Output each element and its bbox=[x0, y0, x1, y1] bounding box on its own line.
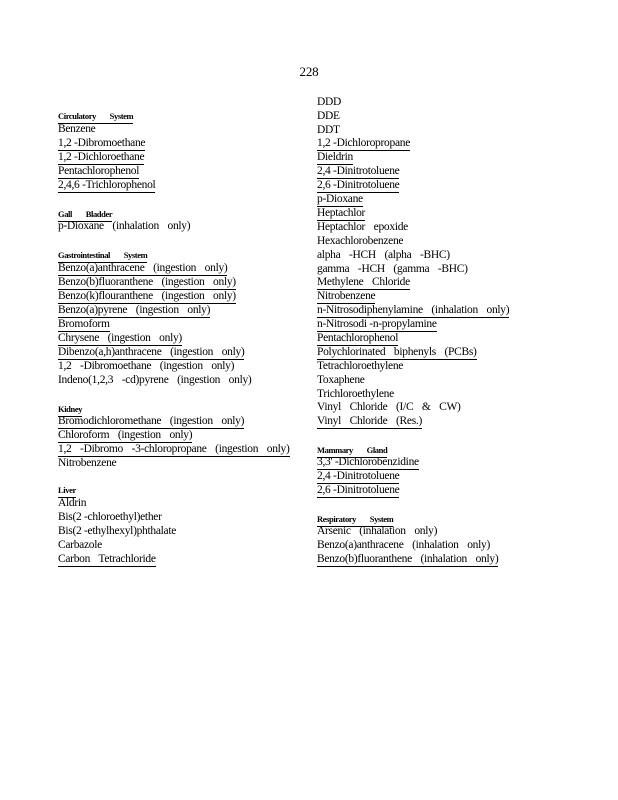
list-item: Methylene Chloride bbox=[317, 276, 410, 288]
list-item: 3,3' -Dichlorobenzidine bbox=[317, 456, 419, 468]
list-item: 1,2 -Dibromo -3-chloropropane (ingestion only) bbox=[58, 443, 290, 455]
list-item: p-Dioxane bbox=[317, 193, 363, 205]
list-item: Pentachlorophenol bbox=[317, 332, 399, 344]
list-item: Trichloroethylene bbox=[317, 388, 394, 400]
list-item: 2,4,6 -Trichlorophenol bbox=[58, 179, 156, 191]
list-item: Pentachlorophenol bbox=[58, 165, 140, 177]
list-item: 2,4 -Dinitrotoluene bbox=[317, 470, 400, 482]
list-item: alpha -HCH (alpha -BHC) bbox=[317, 249, 450, 261]
list-item: Chloroform (ingestion only) bbox=[58, 429, 193, 441]
list-item: Carbon Tetrachloride bbox=[58, 553, 156, 565]
list-item: 1,2 -Dichloropropane bbox=[317, 137, 410, 149]
list-item: Benzo(a)anthracene (inhalation only) bbox=[317, 539, 490, 551]
list-item: p-Dioxane (inhalation only) bbox=[58, 220, 191, 232]
list-item: Nitrobenzene bbox=[317, 290, 376, 302]
list-item: Bromoform bbox=[58, 318, 110, 330]
list-item: Bis(2 -chloroethyl)ether bbox=[58, 511, 162, 523]
list-item: Carbazole bbox=[58, 539, 102, 551]
section-heading-kidney: Kidney bbox=[58, 403, 82, 417]
list-item: Vinyl Chloride (Res.) bbox=[317, 415, 422, 427]
list-item: Vinyl Chloride (I/C & CW) bbox=[317, 401, 461, 413]
list-item: gamma -HCH (gamma -BHC) bbox=[317, 263, 468, 275]
list-item: 1,2 -Dibromoethane (ingestion only) bbox=[58, 360, 235, 372]
list-item: n-Nitrosodiphenylamine (inhalation only) bbox=[317, 304, 510, 316]
list-item: DDT bbox=[317, 124, 340, 136]
list-item: 1,2 -Dichloroethane bbox=[58, 151, 145, 163]
section-heading-circulatory-system: Circulatory System bbox=[58, 110, 133, 124]
list-item: Hexachlorobenzene bbox=[317, 235, 404, 247]
list-item: Polychlorinated biphenyls (PCBs) bbox=[317, 346, 477, 358]
list-item: 1,2 -Dibromoethane bbox=[58, 137, 146, 149]
list-item: Arsenic (inhalation only) bbox=[317, 525, 438, 537]
list-item: Benzene bbox=[58, 123, 96, 135]
list-item: DDE bbox=[317, 110, 340, 122]
list-item: Heptachlor epoxide bbox=[317, 221, 408, 233]
list-item: DDD bbox=[317, 96, 342, 108]
list-item: 2,6 -Dinitrotoluene bbox=[317, 179, 400, 191]
list-item: Benzo(b)fluoranthene (inhalation only) bbox=[317, 553, 499, 565]
list-item: Toxaphene bbox=[317, 374, 365, 386]
list-item: 2,6 -Dinitrotoluene bbox=[317, 484, 400, 496]
list-item: Benzo(a)anthracene (ingestion only) bbox=[58, 262, 228, 274]
section-heading-respiratory-system: Respiratory System bbox=[317, 513, 393, 527]
section-heading-gall-bladder: Gall Bladder bbox=[58, 208, 112, 222]
list-item: Bis(2 -ethylhexyl)phthalate bbox=[58, 525, 177, 537]
list-item: Bromodichloromethane (ingestion only) bbox=[58, 415, 245, 427]
section-heading-gastrointestinal-system: Gastrointestinal System bbox=[58, 249, 147, 263]
list-item: Benzo(a)pyrene (ingestion only) bbox=[58, 304, 211, 316]
section-heading-mammary-gland: Mammary Gland bbox=[317, 444, 387, 458]
list-item: Chrysene (ingestion only) bbox=[58, 332, 182, 344]
list-item: Indeno(1,2,3 -cd)pyrene (ingestion only) bbox=[58, 374, 252, 386]
list-item: Dieldrin bbox=[317, 151, 353, 163]
page-number: 228 bbox=[299, 64, 319, 79]
list-item: n-Nitrosodi -n-propylamine bbox=[317, 318, 437, 330]
list-item: Tetrachloroethylene bbox=[317, 360, 404, 372]
list-item: Benzo(b)fluoranthene (ingestion only) bbox=[58, 276, 236, 288]
list-item: Benzo(k)flouranthene (ingestion only) bbox=[58, 290, 236, 302]
list-item: Heptachlor bbox=[317, 207, 366, 219]
list-item: Aldrin bbox=[58, 497, 87, 509]
section-heading-liver: Liver bbox=[58, 484, 76, 498]
list-item: Dibenzo(a,h)anthracene (ingestion only) bbox=[58, 346, 245, 358]
list-item: 2,4 -Dinitrotoluene bbox=[317, 165, 400, 177]
list-item: Nitrobenzene bbox=[58, 457, 117, 469]
